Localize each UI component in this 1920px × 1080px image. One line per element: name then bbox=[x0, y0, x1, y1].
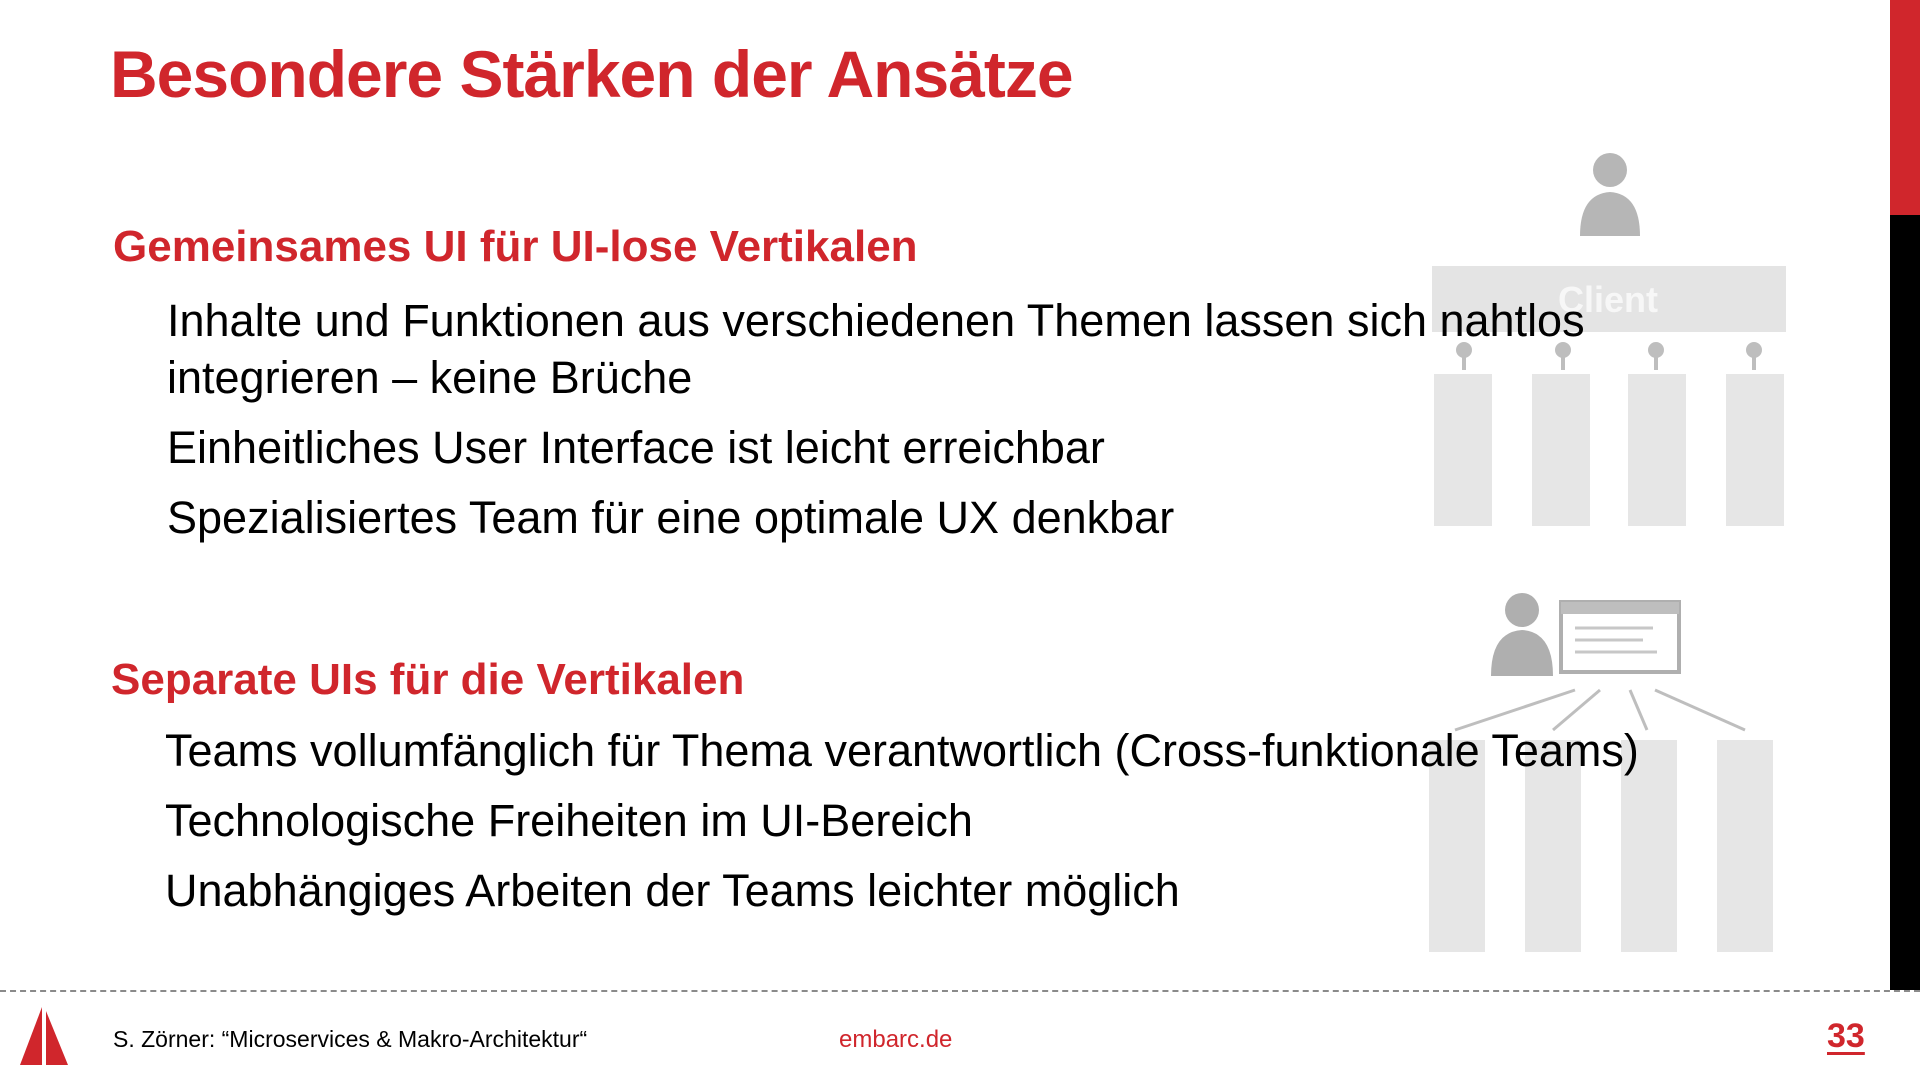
browser-window-icon bbox=[1561, 602, 1679, 672]
user-icon bbox=[1491, 593, 1553, 676]
accent-bar-black bbox=[1890, 215, 1920, 990]
section1-bullet-list bbox=[167, 292, 1707, 559]
client-box-label: Client bbox=[1557, 279, 1659, 320]
footer-website-link[interactable]: embarc.de bbox=[839, 1026, 953, 1053]
list-item: Technologische Freiheiten im UI-Bereich bbox=[165, 795, 973, 846]
list-item: Einheitliches User Interface ist leicht erreichbar bbox=[167, 422, 1105, 473]
section1-heading: Gemeinsames UI für UI-lose Vertikalen bbox=[113, 222, 918, 271]
list-item: Unabhängiges Arbeiten der Teams leichter möglich bbox=[165, 865, 1180, 916]
section2-heading: Separate UIs für die Vertikalen bbox=[111, 655, 745, 704]
user-icon bbox=[1580, 153, 1640, 236]
page-number: 33 bbox=[1827, 1017, 1865, 1055]
section2-bullet-list bbox=[165, 722, 1765, 932]
slide-title: Besondere Stärken der Ansätze bbox=[110, 37, 1073, 111]
accent-bar-red bbox=[1890, 0, 1920, 215]
list-item: Teams vollumfänglich für Thema verantwortlich (Cross-funktionale Teams) bbox=[165, 725, 1639, 776]
list-item: Spezialisiertes Team für eine optimale UX denkbar bbox=[167, 492, 1175, 543]
footer-author: S. Zörner: “Microservices & Makro-Architektur“ bbox=[113, 1026, 588, 1052]
sail-logo-icon bbox=[16, 1005, 72, 1067]
list-item: Inhalte und Funktionen aus verschiedenen Themen lassen sich nahtlos integrieren – keine Brüche bbox=[167, 295, 1585, 403]
footer-divider bbox=[0, 990, 1920, 992]
